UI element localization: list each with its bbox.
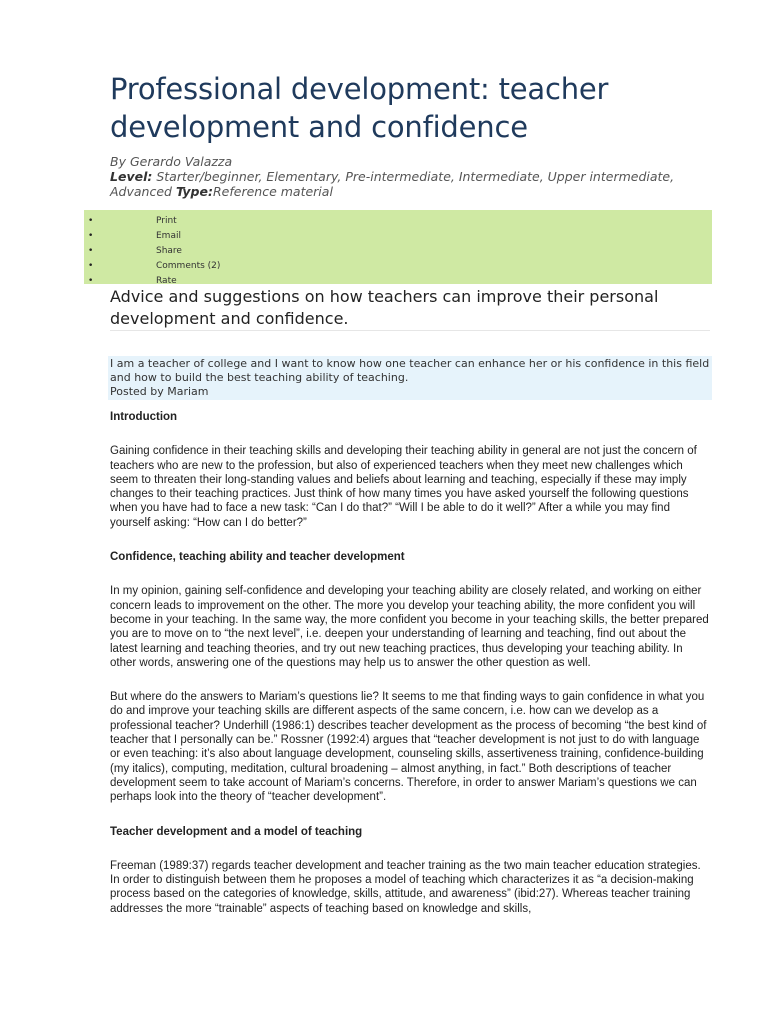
spacer (110, 530, 710, 550)
toolbar-item-print[interactable] (84, 214, 712, 229)
paragraph-confidence-2: But where do the answers to Mariam’s questions lie? It seems to me that finding ways to gain confidence in what you do and improve your teaching skills are different aspects of the same concern, i.e. how can we develop as a professional teacher? Underhill (1986:1) describes teacher development as the process of becoming “the best kind of teacher that I personally can be.” Rossner (1992:4) argues that “teacher development is not just to do with language or even teaching: it’s also about language development, counseling skills, assertiveness training, confidence-building (my italics), computing, meditation, cultural broadening – almost anything, in fact.” Both descriptions of teacher development seem to take account of Mariam’s concerns. Therefore, in order to answer Mariam’s questions we can perhaps look into the theory of “teacher development”. (110, 691, 707, 804)
type-label: Type: (175, 184, 213, 199)
paragraph-model: Freeman (1989:37) regards teacher development and teacher training as the two main teacher education strategies. In order to distinguish between them he proposes a model of teaching which characterizes it as “a decision-making process based on the categories of knowledge, skills, attitude, and awareness” (ibid:27). Whereas teacher training addresses the more “trainable” aspects of teaching based on knowledge and skills, (110, 859, 701, 915)
section-heading-introduction: Introduction (110, 411, 178, 423)
paragraph-introduction: Gaining confidence in their teaching skills and developing their teaching ability in general are not just the concern of teachers who are new to the profession, but also of experienced teachers when they meet new challenges which seem to threaten their long-standing values and beliefs about learning and teaching, especially if these may imply changes to their teaching practices. Just think of how many times you have asked yourself the following questions when you have had to face a new task: “Can I do that?” “Will I be able to do it well?” After a while you may find yourself asking: “How can I do better?” (110, 445, 697, 529)
toolbar-item-comments[interactable] (84, 259, 712, 274)
spacer (110, 564, 710, 584)
level-label: Level: (110, 169, 153, 184)
spacer (110, 670, 710, 690)
article-body (110, 410, 710, 916)
question-text: I am a teacher of college and I want to know how one teacher can enhance her or his confidence in this field and how to build the best teaching ability of teaching. (110, 357, 710, 384)
bullet-icon: • (88, 231, 94, 241)
reader-question-box (108, 356, 712, 400)
spacer (110, 424, 710, 444)
article-meta (110, 154, 710, 199)
bullet-icon: • (88, 216, 94, 226)
toolbar-item-email[interactable] (84, 229, 712, 244)
rate-link[interactable]: Rate (156, 276, 177, 286)
section-heading-model: Teacher development and a model of teaching (110, 825, 363, 838)
bullet-icon: • (88, 246, 94, 256)
toolbar-list (84, 210, 712, 289)
comments-link[interactable]: Comments (2) (156, 261, 221, 271)
page-title: Professional development: teacher development and confidence (110, 72, 609, 144)
level-type-line (110, 169, 710, 199)
email-link[interactable]: Email (156, 231, 181, 241)
toolbar-item-share[interactable] (84, 244, 712, 259)
spacer (110, 805, 710, 825)
type-value: Reference material (212, 184, 333, 199)
article-toolbar (84, 210, 712, 284)
share-link[interactable]: Share (156, 246, 182, 256)
lead-summary: Advice and suggestions on how teachers can improve their personal development and confidence. (110, 287, 659, 328)
question-author: Posted by Mariam (110, 385, 209, 398)
print-link[interactable]: Print (156, 216, 177, 226)
bullet-icon: • (88, 276, 94, 286)
bullet-icon: • (88, 261, 94, 271)
spacer (110, 839, 710, 859)
divider (110, 330, 710, 331)
section-heading-confidence: Confidence, teaching ability and teacher development (110, 551, 405, 564)
level-value: Starter/beginner, Elementary, Pre-intermediate, Intermediate, Upper intermediate, Advanced (110, 169, 675, 199)
author-byline: By Gerardo Valazza (110, 154, 233, 169)
paragraph-confidence-1: In my opinion, gaining self-confidence and developing your teaching ability are closely related, and working on either concern leads to improvement on the other. The more you develop your teaching ability, the more confident you will become in your teaching. In the same way, the more confident you become in your teaching skills, the better prepared you are to move on to “the next level”, i.e. deepen your understanding of learning and teaching, find out about the latest learning and teaching theories, and try out new teaching practices, thus developing your teaching ability. In other words, answering one of the questions may help us to answer the other question as well. (110, 585, 709, 669)
